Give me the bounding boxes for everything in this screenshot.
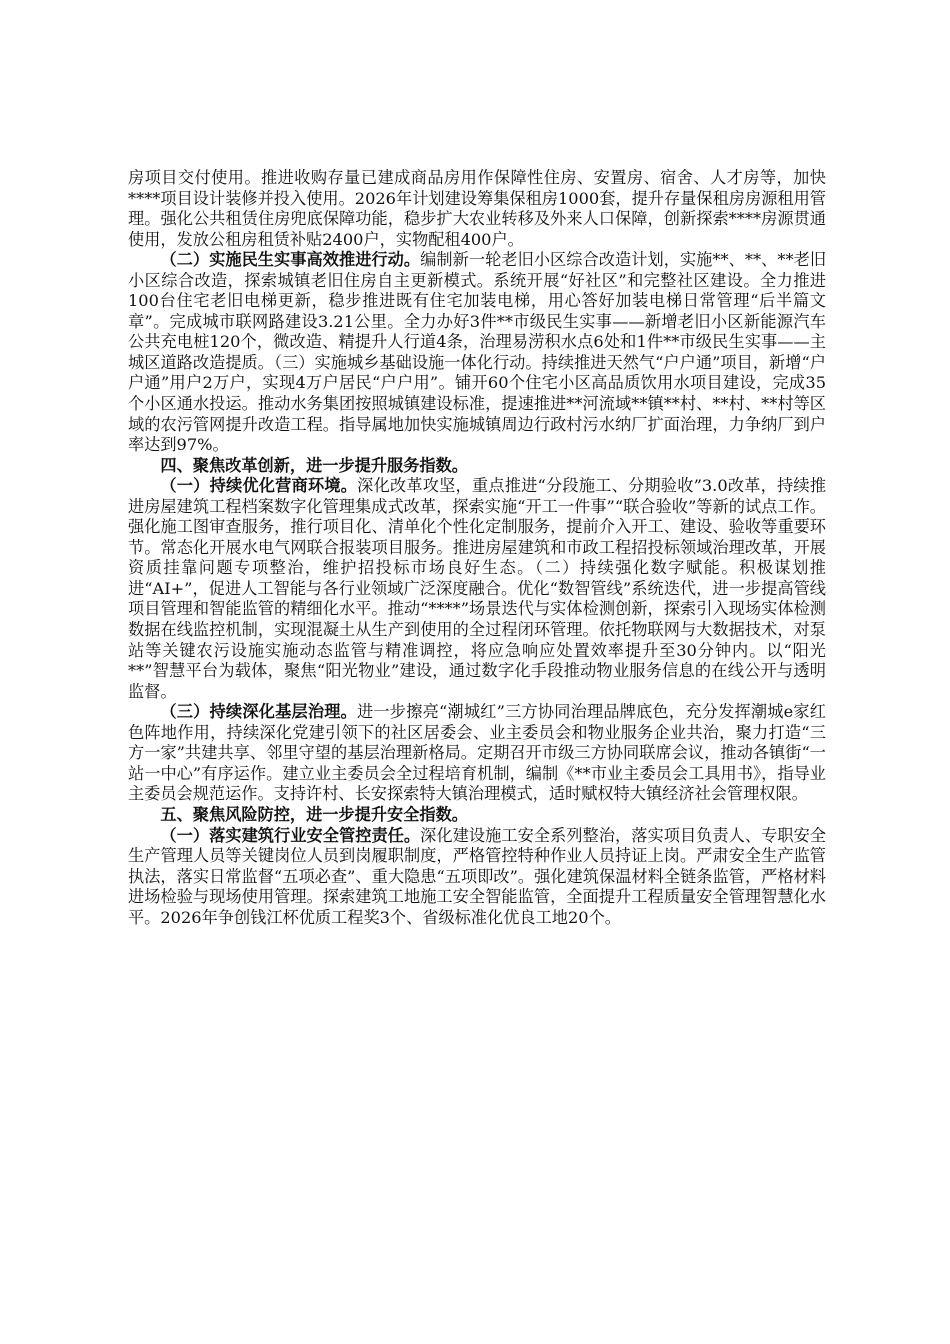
section-heading-risk: 五、聚焦风险防控，进一步提升安全指数。: [160, 804, 468, 824]
paragraph-text: 编制新一轮老旧小区综合改造计划，实施**、**、**老旧小区综合改造，探索城镇老旧住房自主更新模式。系统开展“好社区”和完整社区建设。全力推进100台住宅老旧电梯更新，稳步推进既有住宅加装电梯，用心答好加装电梯日常管理“后半篇文章”。完成城市联网路建设3.21公里。全力办好3件**市级民生实事——新增老旧小区新能源汽车公共充电桩120个，微改造、精提升人行道4条，治理易涝积水点6处和1件**市级民生实事——主城区道路改造提质。（三）实施城乡基础设施一体化行动。持续推进天然气“户户通”项目，新增“户户通”用户2万户，实现4万户居民“户户用”。铺开60个住宅小区高品质饮用水项目建设，完成35个小区通水投运。推动水务集团按照城镇建设标准，提速推进**河流域**镇**村、**村、**村等区域的农污管网提升改造工程。指导属地加快实施城镇周边行政村污水纳厂扩面治理，力争纳厂到户率达到97%。: [128, 250, 827, 455]
paragraph-text: 深化改革攻坚，重点推进“分段施工、分期验收”3.0改革，持续推进房屋建筑工程档案数字化管理集成式改革，探索实施“开工一件事”“联合验收”等新的试点工作。强化施工图审查服务，推行项目化、清单化个性化定制服务，提前介入开工、建设、验收等重要环节。常态化开展水电气网联合报装项目服务。推进房屋建筑和市政工程招投标领域治理改革，开展资质挂靠问题专项整治，维护招投标市场良好生态。（二）持续强化数字赋能。积极谋划推进“AI+”，促进人工智能与各行业领域广泛深度融合。优化“数智管线”系统迭代，进一步提高管线项目管理和智能监管的精细化水平。推动“****”场景迭代与实体检测创新，探索引入现场实体检测数据在线监控机制，实现混凝土从生产到使用的全过程闭环管理。依托物联网与大数据技术，对泵站等关键农污设施实施动态监管与精准调控，将应急响应处置效率提升至30分钟内。以“阳光**”智慧平台为载体，聚焦“阳光物业”建设，通过数字化手段推动物业服务信息的在线公开与透明监督。: [128, 476, 827, 701]
paragraph-grassroots-governance: [128, 702, 826, 805]
paragraph-lead: （二）实施民生实事高效推进行动。: [160, 250, 421, 270]
paragraph-continuation: [128, 168, 826, 250]
paragraph-text: 深化建设施工安全系列整治，落实项目负责人、专职安全生产管理人员等关键岗位人员到岗履职制度，严格管控特种作业人员持证上岗。严肃安全生产监管执法，落实日常监督“五项必查”、重大隐患“五项即改”。强化建筑保温材料全链条监管，严格材料进场检验与现场使用管理。探索建筑工地施工安全智能监管，全面提升工程质量安全管理智慧化水平。2026年争创钱江杯优质工程奖3个、省级标准化优良工地20个。: [128, 825, 827, 927]
paragraph-text: 进一步擦亮“潮城红”三方协同治理品牌底色，充分发挥潮城e家红色阵地作用，持续深化党建引领下的社区居委会、业主委员会和物业服务企业共治，聚力打造“三方一家”共建共享、邻里守望的基层治理新格局。定期召开市级三方协同联席会议，推动各镇街“一站一中心”有序运作。建立业主委员会全过程培育机制，编制《**市业主委员会工具用书》，指导业主委员会规范运作。支持许村、长安探索特大镇治理模式，适时赋权特大镇经济社会管理权限。: [128, 702, 826, 804]
paragraph-livelihood-projects: [128, 250, 826, 455]
paragraph-lead: （一）落实建筑行业安全管控责任。: [160, 825, 421, 845]
paragraph-lead: （三）持续深化基层治理。: [160, 702, 358, 722]
paragraph-business-environment: [128, 476, 826, 702]
paragraph-lead: （一）持续优化营商环境。: [160, 476, 358, 496]
paragraph-text: 房项目交付使用。推进收购存量已建成商品房用作保障性住房、安置房、宿舍、人才房等，加快****项目设计装修并投入使用。2026年计划建设筹集保租房1000套，提升存量保租房房源租用管理。强化公共租赁住房兜底保障功能，稳步扩大农业转移及外来人口保障，创新探索****房源贯通使用，发放公租房租赁补贴2400户，实物配租400户。: [128, 168, 826, 249]
section-heading-reform: 四、聚焦改革创新，进一步提升服务指数。: [160, 455, 468, 475]
paragraph-construction-safety: [128, 826, 826, 929]
document-page: [128, 168, 826, 928]
